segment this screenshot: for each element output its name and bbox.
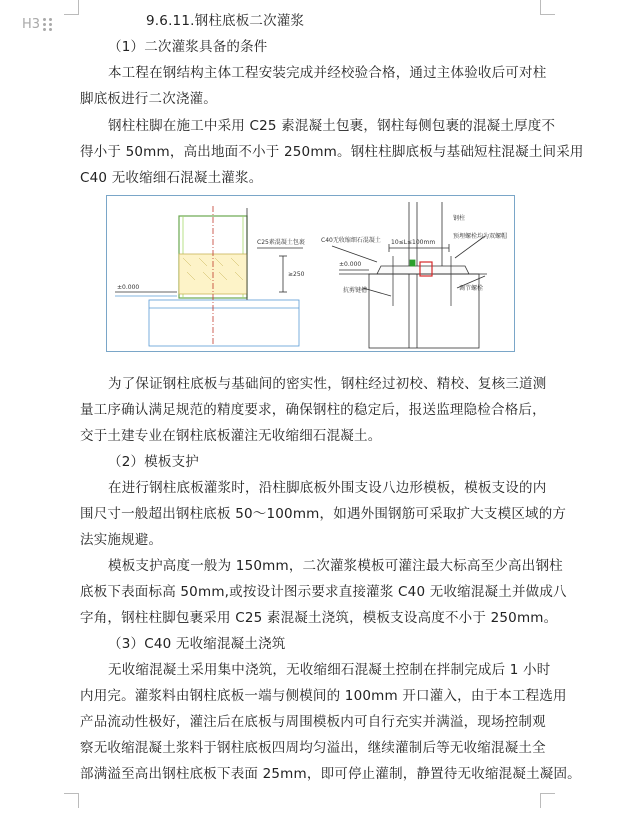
paragraph-line[interactable]: 察无收缩混凝土浆料于钢柱底板四周均匀溢出，继续灌制后等无收缩混凝土全 — [80, 740, 546, 756]
right-detail — [332, 202, 487, 348]
label-c40-grout: C40无收缩细石混凝土 — [321, 237, 381, 244]
drag-handle-icon[interactable] — [43, 18, 53, 31]
page-corner-mark — [64, 0, 79, 15]
paragraph-line[interactable]: 内用完。灌浆料由钢柱底板一端与侧模间的 100mm 开口灌入，由于本工程选用 — [80, 688, 567, 704]
paragraph-line[interactable]: C40 无收缩细石混凝土灌浆。 — [80, 170, 263, 186]
section-title[interactable]: 9.6.11.钢柱底板二次灌浆 — [146, 13, 305, 29]
subheading-pouring[interactable]: （3）C40 无收缩混凝土浇筑 — [108, 636, 286, 652]
paragraph-line[interactable]: 钢柱柱脚在施工中采用 C25 素混凝土包裹，钢柱每侧包裹的混凝土厚度不 — [108, 118, 556, 134]
paragraph-line[interactable]: 在进行钢柱底板灌浆时，沿柱脚底板外围支设八边形模板，模板支设的内 — [108, 480, 547, 496]
label-c25-encasement: C25素混凝土包裹 — [257, 239, 305, 246]
paragraph-line[interactable]: 得小于 50mm，高出地面不小于 250mm。钢柱柱脚底板与基础短柱混凝土间采用 — [80, 144, 584, 160]
paragraph-line[interactable]: 交于土建专业在钢柱底板灌注无收缩细石混凝土。 — [80, 428, 382, 444]
paragraph-line[interactable]: 法实施规避。 — [80, 532, 163, 548]
paragraph-line[interactable]: 本工程在钢结构主体工程安装完成并经校验合格，通过主体验收后可对柱 — [108, 65, 547, 81]
heading-level-handle[interactable] — [22, 17, 53, 32]
label-shear-key: 抗剪键槽 — [343, 287, 368, 294]
paragraph-line[interactable]: 字角，钢柱柱脚包裹采用 C25 素混凝土浇筑，模板支设高度不小于 250mm。 — [80, 610, 558, 626]
label-steel-column: 钢柱 — [453, 215, 466, 222]
paragraph-line[interactable]: 量工序确认满足规范的精度要求，确保钢柱的稳定后，报送监理隐检合格后， — [80, 402, 546, 418]
paragraph-line[interactable]: 为了保证钢柱底板与基础间的密实性，钢柱经过初校、精校、复核三道测 — [108, 376, 547, 392]
paragraph-line[interactable]: 无收缩混凝土采用集中浇筑，无收缩细石混凝土控制在拌制完成后 1 小时 — [108, 662, 551, 678]
paragraph-line[interactable]: 围尺寸一般超出钢柱底板 50～100mm，如遇外围钢筋可采取扩大支模区域的方 — [80, 506, 567, 522]
label-double-nut: 均为双螺帽 — [477, 233, 508, 240]
paragraph-line[interactable]: 产品流动性极好，灌注后在底板与周围模板内可自行充实并满溢，现场控制观 — [80, 714, 546, 730]
label-left-elevation: ±0.000 — [117, 284, 140, 291]
paragraph-line[interactable]: 脚底板进行二次浇灌。 — [80, 91, 217, 107]
label-embedded-bolt: 预埋螺栓 — [453, 233, 478, 240]
page-corner-mark — [540, 793, 555, 808]
cad-detail-figure[interactable] — [106, 195, 515, 352]
subheading-formwork[interactable]: （2）模板支护 — [108, 454, 199, 470]
label-adjust-bolt: 调节螺栓 — [459, 285, 484, 292]
left-detail — [115, 206, 303, 346]
page-corner-mark — [540, 0, 555, 15]
page-corner-mark — [64, 793, 79, 808]
heading-level-label: H3 — [22, 17, 41, 32]
label-left-dimension: ≥250 — [288, 271, 305, 278]
subheading-conditions[interactable]: （1）二次灌浆具备的条件 — [108, 39, 268, 55]
label-gap-dimension: 10≤L≤100mm — [391, 239, 436, 246]
paragraph-line[interactable]: 部满溢至高出钢柱底板下表面 25mm，即可停止灌制，静置待无收缩混凝土凝固。 — [80, 766, 581, 782]
paragraph-line[interactable]: 底板下表面标高 50mm,或按设计图示要求直接灌浆 C40 无收缩混凝土并做成八 — [80, 584, 567, 600]
label-right-elevation: ±0.000 — [339, 261, 362, 268]
paragraph-line[interactable]: 模板支护高度一般为 150mm，二次灌浆模板可灌注最大标高至少高出钢柱 — [108, 558, 563, 574]
